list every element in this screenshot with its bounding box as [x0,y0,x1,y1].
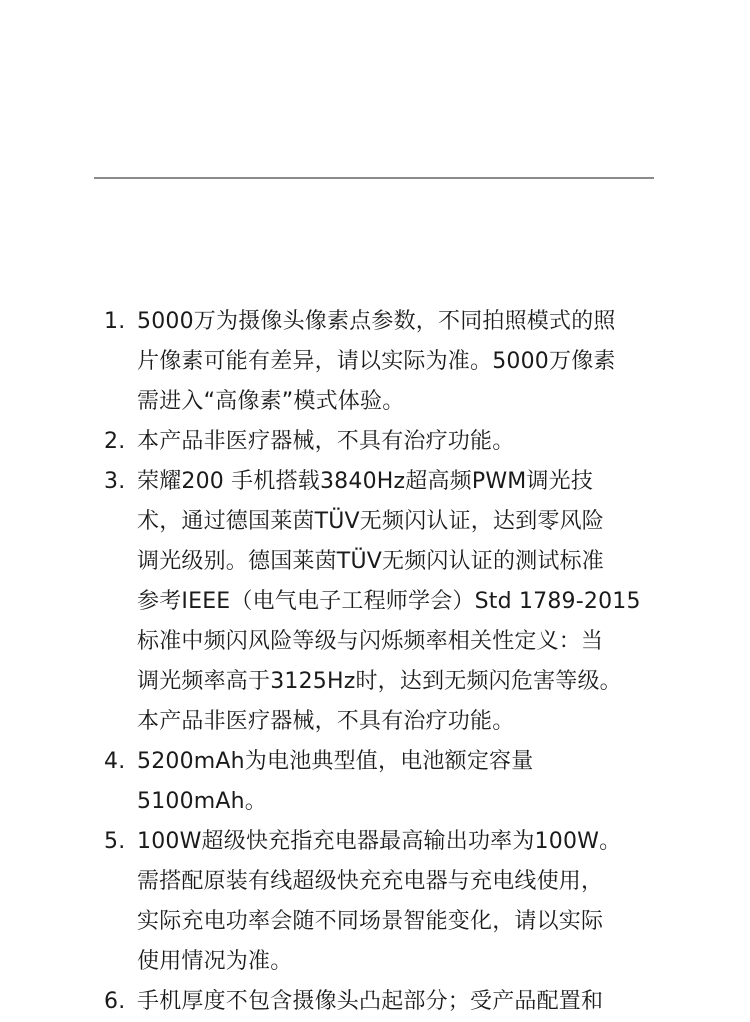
footnote-text-line: 5000万为摄像头像素点参数，不同拍照模式的照 [137,309,616,334]
footnote-text-line: 100W超级快充指充电器最高输出功率为100W。 [137,829,622,854]
footnote-number: 6. [104,989,126,1014]
section-divider [94,177,654,179]
footnotes-list [104,302,664,1022]
footnote-item [104,302,664,422]
footnote-text-line: 5200mAh为电池典型值，电池额定容量 [137,749,534,774]
footnote-text-line: 参考IEEE（电气电子工程师学会）Std 1789-2015 [137,589,641,614]
footnote-text-line: 手机厚度不包含摄像头凸起部分；受产品配置和 [137,989,604,1014]
footnote-item [104,982,664,1022]
footnote-number: 5. [104,829,126,854]
footnote-item [104,742,664,822]
footnote-text-line: 5100mAh。 [137,789,268,814]
footnote-number: 3. [104,469,126,494]
footnote-number: 4. [104,749,126,774]
footnote-text-line: 术，通过德国莱茵TÜV无频闪认证，达到零风险 [137,509,604,534]
footnote-text-line: 需进入“高像素”模式体验。 [137,389,405,414]
footnote-item [104,422,664,462]
footnote-text-line: 使用情况为准。 [137,949,293,974]
footnote-text-line: 调光级别。德国莱茵TÜV无频闪认证的测试标准 [137,549,604,574]
footnote-text-line: 片像素可能有差异，请以实际为准。5000万像素 [137,349,616,374]
footnote-number: 1. [104,309,126,334]
footnote-item [104,462,664,742]
footnote-text-line: 需搭配原装有线超级快充充电器与充电线使用， [137,869,604,894]
footnote-text-line: 标准中频闪风险等级与闪烁频率相关性定义：当 [137,629,604,654]
footnote-text-line: 本产品非医疗器械，不具有治疗功能。 [137,429,515,454]
footnote-text-line: 实际充电功率会随不同场景智能变化，请以实际 [137,909,604,934]
footnote-number: 2. [104,429,126,454]
footnote-text-line: 本产品非医疗器械，不具有治疗功能。 [137,709,515,734]
footnote-text-line: 调光频率高于3125Hz时，达到无频闪危害等级。 [137,669,622,694]
footnote-item [104,822,664,982]
footnote-text-line: 荣耀200 手机搭载3840Hz超高频PWM调光技 [137,469,594,494]
